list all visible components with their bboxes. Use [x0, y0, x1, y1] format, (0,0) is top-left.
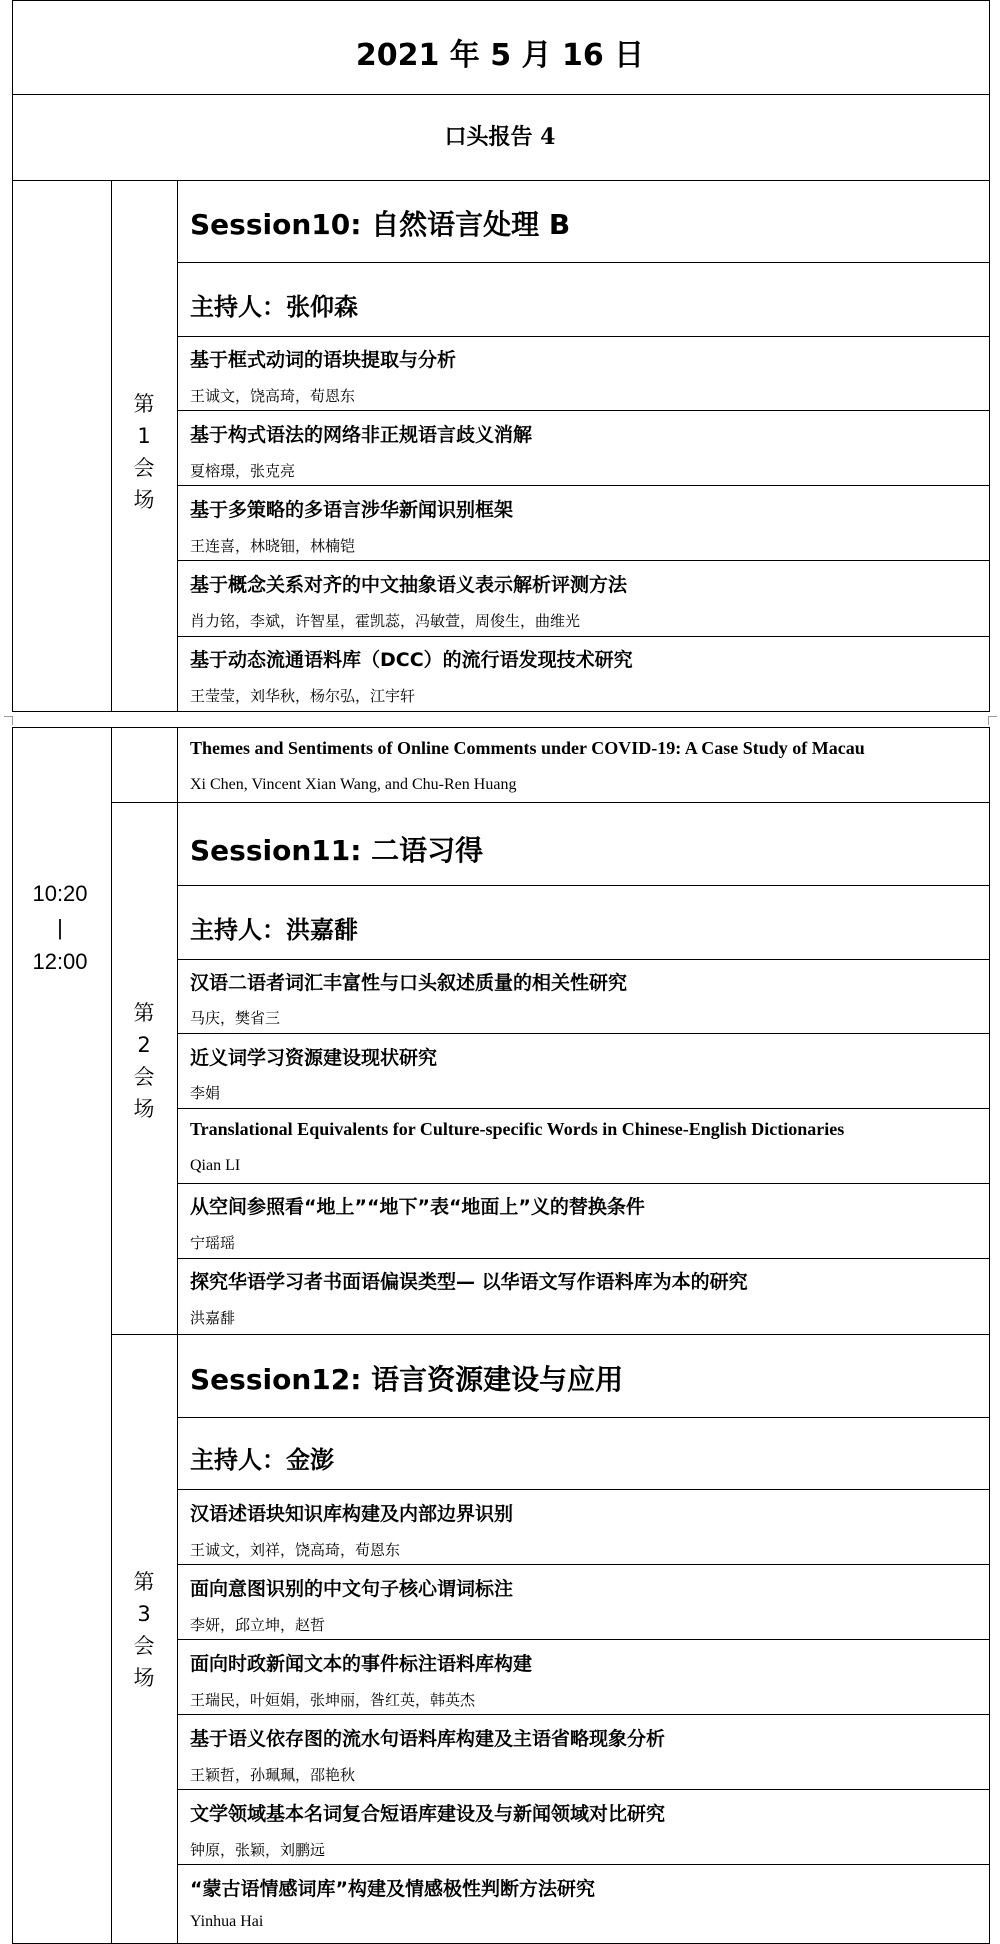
divider [111, 180, 112, 712]
paper-title: 汉语述语块知识库构建及内部边界识别 [190, 1503, 514, 1525]
time-start: 10:20 [32, 881, 88, 906]
divider [177, 1489, 990, 1490]
paper-title: 文学领域基本名词复合短语库建设及与新闻领域对比研究 [190, 1803, 666, 1825]
paper-authors: 王颖哲，孙珮珮，邵艳秋 [190, 1766, 356, 1784]
paper-authors: 王莹莹，刘华秋，杨尔弘，江宇轩 [190, 687, 416, 705]
divider [177, 1108, 990, 1109]
divider [177, 1714, 990, 1715]
paper-title: 从空间参照看“地上”“地下”表“地面上”义的替换条件 [190, 1196, 645, 1218]
divider [177, 1033, 990, 1034]
paper-title: 基于概念关系对齐的中文抽象语义表示解析评测方法 [190, 574, 628, 596]
venue-2-label: 第 2 会 场 [133, 1001, 155, 1121]
paper-title: 汉语二语者词汇丰富性与口头叙述质量的相关性研究 [190, 972, 628, 994]
venue-1-label: 第 1 会 场 [133, 392, 155, 512]
divider [177, 885, 990, 886]
divider [177, 1864, 990, 1865]
paper-title: 面向意图识别的中文句子核心谓词标注 [190, 1578, 514, 1600]
session12-title: Session12: 语言资源建设与应用 [190, 1363, 624, 1396]
divider [177, 1417, 990, 1418]
divider [177, 485, 990, 486]
divider [177, 336, 990, 337]
paper-title: 面向时政新闻文本的事件标注语料库构建 [190, 1653, 533, 1675]
paper-title: 基于语义依存图的流水句语料库构建及主语省略现象分析 [190, 1728, 666, 1750]
time-separator: | [57, 915, 63, 940]
divider [177, 636, 990, 637]
session10-title: Session10: 自然语言处理 B [190, 208, 571, 241]
session10-host: 主持人：张仰森 [190, 293, 358, 321]
session11-title: Session11: 二语习得 [190, 834, 484, 867]
paper-authors: Qian LI [190, 1157, 241, 1174]
divider [177, 959, 990, 960]
paper-title: 基于构式语法的网络非正规语言歧义消解 [190, 424, 533, 446]
paper-authors: 马庆，樊省三 [190, 1009, 281, 1027]
divider [111, 1334, 990, 1335]
divider [177, 410, 990, 411]
session11-host: 主持人：洪嘉馡 [190, 916, 358, 944]
paper-authors: 李娟 [190, 1084, 221, 1102]
divider [12, 94, 990, 95]
divider [111, 802, 990, 803]
page-corner-mark [4, 716, 13, 725]
divider [177, 1183, 990, 1184]
paper-authors: 王瑞民，叶姮娟，张坤丽，昝红英，韩英杰 [190, 1691, 476, 1709]
divider [177, 262, 990, 263]
oral-report-heading: 口头报告 4 [444, 124, 556, 150]
schedule-date: 2021 年 5 月 16 日 [355, 38, 645, 73]
time-end: 12:00 [32, 949, 88, 974]
session12-host: 主持人：金澎 [190, 1446, 334, 1474]
paper-authors: 肖力铭，李斌，许智星，霍凯蕊，冯敏萱，周俊生，曲维光 [190, 612, 581, 630]
paper-title: Translational Equivalents for Culture-specific Words in Chinese-English Dictionaries [190, 1119, 845, 1139]
divider [177, 1258, 990, 1259]
paper-authors: 王诚文，饶高琦，荀恩东 [190, 387, 356, 405]
paper-title: 探究华语学习者书面语偏误类型— 以华语文写作语料库为本的研究 [190, 1271, 748, 1293]
paper-title: Themes and Sentiments of Online Comments under COVID-19: A Case Study of Macau [190, 738, 865, 758]
time-slot [0, 877, 120, 979]
paper-title: 基于框式动词的语块提取与分析 [190, 349, 457, 371]
paper-authors: 宁瑶瑶 [190, 1234, 236, 1252]
schedule-table-top [12, 0, 990, 712]
page-corner-mark [988, 716, 997, 725]
venue-3-label: 第 3 会 场 [133, 1570, 155, 1690]
paper-authors: 李妍，邱立坤，赵哲 [190, 1616, 326, 1634]
paper-title: 基于动态流通语料库（DCC）的流行语发现技术研究 [190, 649, 633, 671]
divider [177, 180, 178, 712]
paper-authors: 王诚文，刘祥，饶高琦，荀恩东 [190, 1541, 401, 1559]
paper-authors: 洪嘉馡 [190, 1309, 236, 1327]
divider [177, 1564, 990, 1565]
paper-authors: 夏榕璟，张克亮 [190, 462, 296, 480]
divider [177, 560, 990, 561]
paper-authors: 王连喜，林晓钿，林楠铠 [190, 537, 356, 555]
paper-title: “蒙古语情感词库”构建及情感极性判断方法研究 [190, 1878, 595, 1900]
divider [177, 1789, 990, 1790]
paper-authors: Yinhua Hai [190, 1913, 264, 1930]
paper-authors: Xi Chen, Vincent Xian Wang, and Chu-Ren Huang [190, 776, 517, 793]
schedule-table-bottom [12, 727, 990, 1944]
paper-authors: 钟原，张颖，刘鹏远 [190, 1841, 326, 1859]
paper-title: 近义词学习资源建设现状研究 [190, 1047, 438, 1069]
paper-title: 基于多策略的多语言涉华新闻识别框架 [190, 499, 514, 521]
divider [177, 1639, 990, 1640]
divider [12, 180, 990, 181]
divider [177, 727, 178, 1944]
